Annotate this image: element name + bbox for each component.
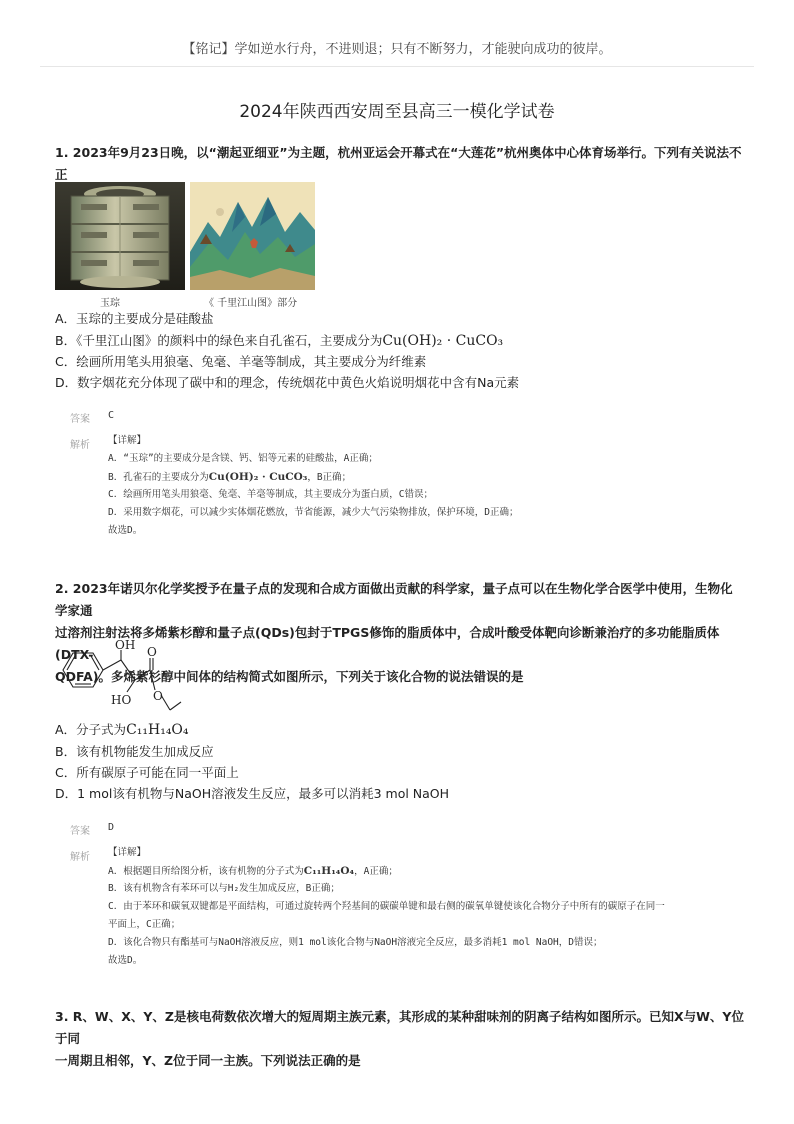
q1-stem: 1. 2023年9月23日晚，以“潮起亚细亚”为主题，杭州亚运会开幕式在“大莲花”杭州奥体中心体育场举行。下列有关说法不正 — [55, 145, 742, 182]
q2-answer-label: 答案 — [70, 826, 90, 837]
caption-jade-cong: 玉琮 — [100, 298, 120, 309]
caption-landscape-painting: 《 千里江山图》部分 — [204, 298, 298, 309]
structure-label-ester-o: O — [153, 689, 163, 703]
q2-exp-d: D．该化合物只有酯基可与NaOH溶液反应，则1 mol该化合物与NaOH溶液完全反应，最多消耗1 mol NaOH，D错误； — [108, 937, 603, 948]
q2-option-b[interactable]: B．该有机物能发生加成反应 — [55, 744, 214, 759]
jade-cong-image — [55, 182, 185, 290]
structure-label-ho: HO — [111, 693, 132, 707]
q1-exp-a: A．“玉琮”的主要成分是含镁、钙、铝等元素的硅酸盐，A正确； — [108, 453, 378, 464]
q1-option-d[interactable]: D．数字烟花充分体现了碳中和的理念，传统烟花中黄色火焰说明烟花中含有Na元素 — [55, 375, 520, 390]
structure-label-oh-top: OH — [115, 640, 136, 652]
header-motto: 【铭记】学如逆水行舟，不进则退；只有不断努力，才能驶向成功的彼岸。 — [182, 42, 612, 57]
q1-answer-value: C — [108, 410, 115, 421]
q1-option-c[interactable]: C．绘画所用笔头用狼毫、兔毫、羊毫等制成，其主要成分为纤维素 — [55, 354, 427, 369]
header-divider — [40, 66, 754, 67]
page-title: 2024年陕西西安周至县高三一模化学试卷 — [239, 102, 555, 122]
q1-exp-c: C．绘画所用笔头用狼毫、兔毫、羊毫等制成，其主要成分为蛋白质，C错误； — [108, 489, 433, 500]
q2-analysis-label: 解析 — [70, 852, 90, 863]
q1-option-a[interactable]: A．玉琮的主要成分是硅酸盐 — [55, 311, 214, 326]
q2-exp-c-line1: C．由于苯环和碳氧双键都是平面结构，可通过旋转两个羟基间的碳碳单键和最右侧的碳氧单键使该化合物分子中所有的碳原子在同一 — [108, 901, 665, 912]
q2-stem: 2. 2023年诺贝尔化学奖授予在量子点的发现和合成方面做出贡献的科学家，量子点可以在生物化学合医学中使用，生物化学家通 过溶剂注射法将多烯紫杉醇和量子点(QDs)包封于TPGS修饰的脂质体中，合成叶酸受体靶向诊断兼治疗的多功能脂质体(DTX- QDFA)。多烯紫杉醇中间体的结构简式如图所示，下列关于该化合物的说法错误的是 — [55, 581, 733, 684]
q1-analysis-label: 解析 — [70, 440, 90, 451]
q2-option-c[interactable]: C．所有碳原子可能在同一平面上 — [55, 765, 239, 780]
q2-exp-c-line2: 平面上，C正确； — [108, 919, 181, 930]
q1-detail-tag: 【详解】 — [108, 435, 147, 446]
q2-exp-a: A．根据题目所给图分析，该有机物的分子式为C₁₁H₁₄O₄，A正确； — [108, 865, 398, 877]
q2-exp-end: 故选D。 — [108, 955, 143, 966]
q1-exp-b: B．孔雀石的主要成分为Cu(OH)₂ · CuCO₃，B正确； — [108, 471, 352, 483]
q1-exp-end: 故选D。 — [108, 525, 143, 536]
q1-option-b[interactable]: B．《千里江山图》的颜料中的绿色来自孔雀石，主要成分为Cu(OH)₂ · CuCO₃ — [55, 333, 504, 349]
q1-exp-d: D．采用数字烟花，可以减少实体烟花燃放，节省能源，减少大气污染物排放，保护环境，D正确； — [108, 507, 519, 518]
q2-detail-tag: 【详解】 — [108, 847, 147, 858]
q1-answer-label: 答案 — [70, 414, 90, 425]
q2-answer-value: D — [108, 822, 115, 833]
structure-label-carbonyl-o: O — [147, 645, 157, 659]
q3-stem: 3. R、W、X、Y、Z是核电荷数依次增大的短周期主族元素，其形成的某种甜味剂的阴离子结构如图所示。已知X与W、Y位于同 一周期且相邻，Y、Z位于同一主族。下列说法正确的是 — [55, 1009, 744, 1068]
molecular-structure-diagram — [55, 640, 185, 720]
q2-option-a[interactable]: A．分子式为C₁₁H₁₄O₄ — [55, 722, 189, 738]
q2-exp-b: B．该有机物含有苯环可以与H₂发生加成反应，B正确； — [108, 883, 340, 894]
landscape-painting-image — [190, 182, 315, 290]
q2-option-d[interactable]: D．1 mol该有机物与NaOH溶液发生反应，最多可以消耗3 mol NaOH — [55, 786, 450, 801]
